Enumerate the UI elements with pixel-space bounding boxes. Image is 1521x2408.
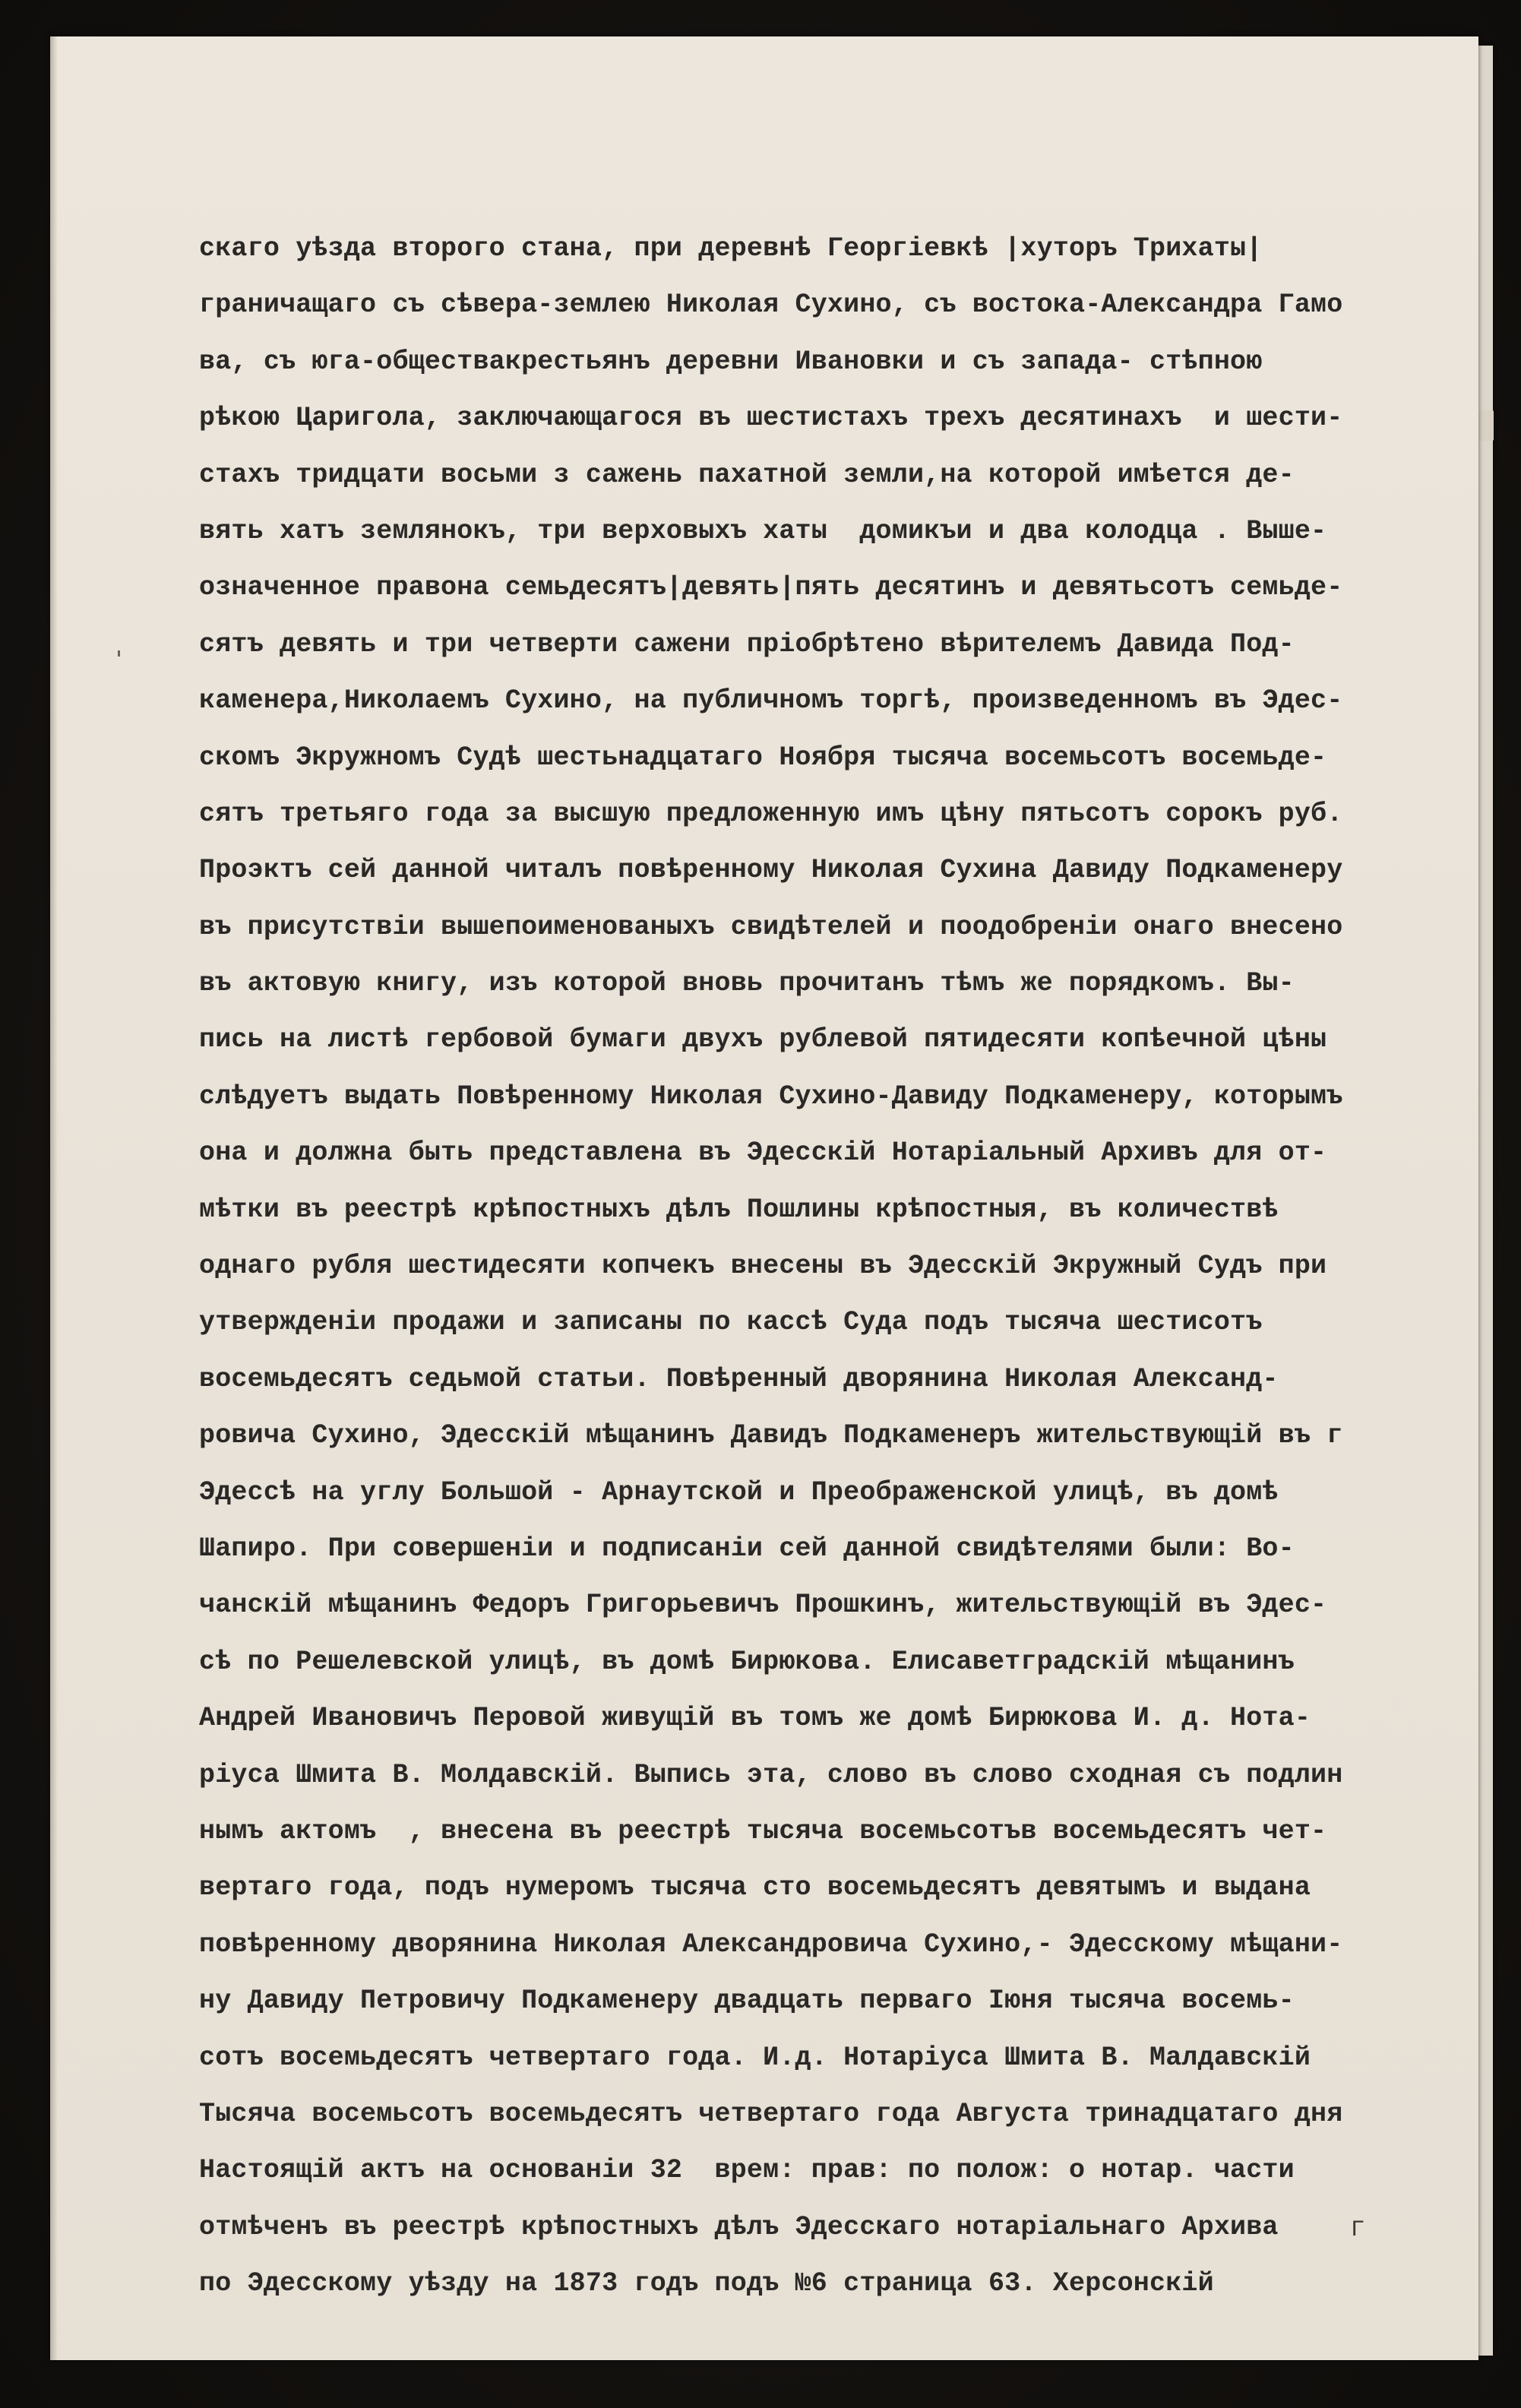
page-left-edge-shadow: [50, 36, 58, 2360]
text-line: сятъ третьяго года за высшую предложенную имъ цѣну пятьсотъ сорокъ руб.: [199, 798, 1343, 829]
margin-mark: [118, 650, 120, 657]
text-line: граничащаго съ сѣвера-землею Николая Сухино, съ востока-Александра Гамо: [199, 290, 1343, 321]
text-line: Эдессѣ на углу Большой - Арнаутской и Преображенской улицѣ, въ домѣ: [199, 1476, 1279, 1508]
text-line: ровича Сухино, Эдесскій мѣщанинъ Давидъ Подкаменеръ жительствующій въ г: [199, 1420, 1343, 1451]
text-line: ва, съ юга-обществакрестьянъ деревни Ивановки и съ запада- стѣпною: [199, 346, 1263, 377]
text-line: въ присутствіи вышепоименованыхъ свидѣтелей и поодобреніи онаго внесено: [199, 911, 1343, 942]
text-line: стахъ тридцати восьми з сажень пахатной земли,на которой имѣется де-: [199, 459, 1295, 490]
text-line: рѣкою Царигола, заключающагося въ шестистахъ трехъ десятинахъ и шести-: [199, 403, 1343, 434]
text-line: утвержденіи продажи и записаны по кассѣ Суда подъ тысяча шестисотъ: [199, 1307, 1263, 1338]
text-line: слѣдуетъ выдать Повѣренному Николая Сухино-Давиду Подкаменеру, которымъ: [199, 1081, 1343, 1112]
text-line: означенное правона семьдесятъ|девять|пять десятинъ и девятьсотъ семьде-: [199, 572, 1343, 603]
text-line: скаго уѣзда второго стана, при деревнѣ Георгіевкѣ |хуторъ Трихаты|: [199, 233, 1263, 264]
text-line: въ актовую книгу, изъ которой вновь прочитанъ тѣмъ же порядкомъ. Вы-: [199, 968, 1295, 999]
text-line: повѣренному дворянина Николая Александровича Сухино,- Эдесскому мѣщани-: [199, 1929, 1343, 1960]
text-line: сятъ девять и три четверти сажени пріобрѣтено вѣрителемъ Давида Под-: [199, 628, 1295, 660]
text-line: восемьдесятъ седьмой статьи. Повѣренный дворянина Николая Александ-: [199, 1363, 1279, 1394]
page-edge-tab: [1478, 410, 1494, 441]
text-line: вять хатъ землянокъ, три верховыхъ хаты домикъи и два колодца . Выше-: [199, 515, 1327, 546]
text-line: ріуса Шмита В. Молдавскій. Выпись эта, слово въ слово сходная съ подлин: [199, 1759, 1343, 1790]
text-line: сотъ восемьдесятъ четвертаго года. И.д. Нотаріуса Шмита В. Малдавскій: [199, 2042, 1311, 2073]
text-line: ну Давиду Петровичу Подкаменеру двадцать перваго Іюня тысяча восемь-: [199, 1986, 1295, 2017]
text-line: Андрей Ивановичъ Перовой живущій въ томъ же домѣ Бирюкова И. д. Нота-: [199, 1703, 1311, 1734]
text-line: она и должна быть представлена въ Эдесскій Нотаріальный Архивъ для от-: [199, 1138, 1327, 1169]
text-line: пись на листѣ гербовой бумаги двухъ рублевой пятидесяти копѣечной цѣны: [199, 1024, 1327, 1055]
text-line: Тысяча восемьсотъ восемьдесятъ четвертаго года Августа тринадцатаго дня: [199, 2098, 1343, 2129]
text-line: чанскій мѣщанинъ Федоръ Григорьевичъ Прошкинъ, жительствующій въ Эдес-: [199, 1590, 1327, 1621]
text-line: Проэктъ сей данной читалъ повѣренному Николая Сухина Давиду Подкаменеру: [199, 855, 1343, 886]
corner-mark: Г: [1351, 2217, 1365, 2243]
typewritten-text-block: [199, 220, 1415, 2311]
text-line: отмѣченъ въ реестрѣ крѣпостныхъ дѣлъ Эдесскаго нотаріальнаго Архива: [199, 2211, 1279, 2242]
text-line: по Эдесскому уѣзду на 1873 годъ подъ №6 страница 63. Херсонскій: [199, 2268, 1214, 2299]
text-line: Шапиро. При совершеніи и подписаніи сей данной свидѣтелями были: Во-: [199, 1533, 1295, 1564]
text-line: Настоящій актъ на основаніи 32 врем: прав: по полож: о нотар. части: [199, 2155, 1295, 2186]
text-line: однаго рубля шестидесяти копчекъ внесены въ Эдесскій Экружный Судъ при: [199, 1251, 1327, 1282]
text-line: скомъ Экружномъ Судѣ шестьнадцатаго Ноября тысяча восемьсотъ восемьде-: [199, 742, 1327, 773]
text-line: каменера,Николаемъ Сухино, на публичномъ торгѣ, произведенномъ въ Эдес-: [199, 685, 1343, 717]
text-line: сѣ по Решелевской улицѣ, въ домѣ Бирюкова. Елисаветградскій мѣщанинъ: [199, 1646, 1295, 1677]
text-line: нымъ актомъ , внесена въ реестрѣ тысяча восемьсотъв восемьдесятъ чет-: [199, 1815, 1327, 1846]
text-line: мѣтки въ реестрѣ крѣпостныхъ дѣлъ Пошлины крѣпостныя, въ количествѣ: [199, 1194, 1279, 1225]
text-line: вертаго года, подъ нумеромъ тысяча сто восемьдесятъ девятымъ и выдана: [199, 1872, 1311, 1903]
